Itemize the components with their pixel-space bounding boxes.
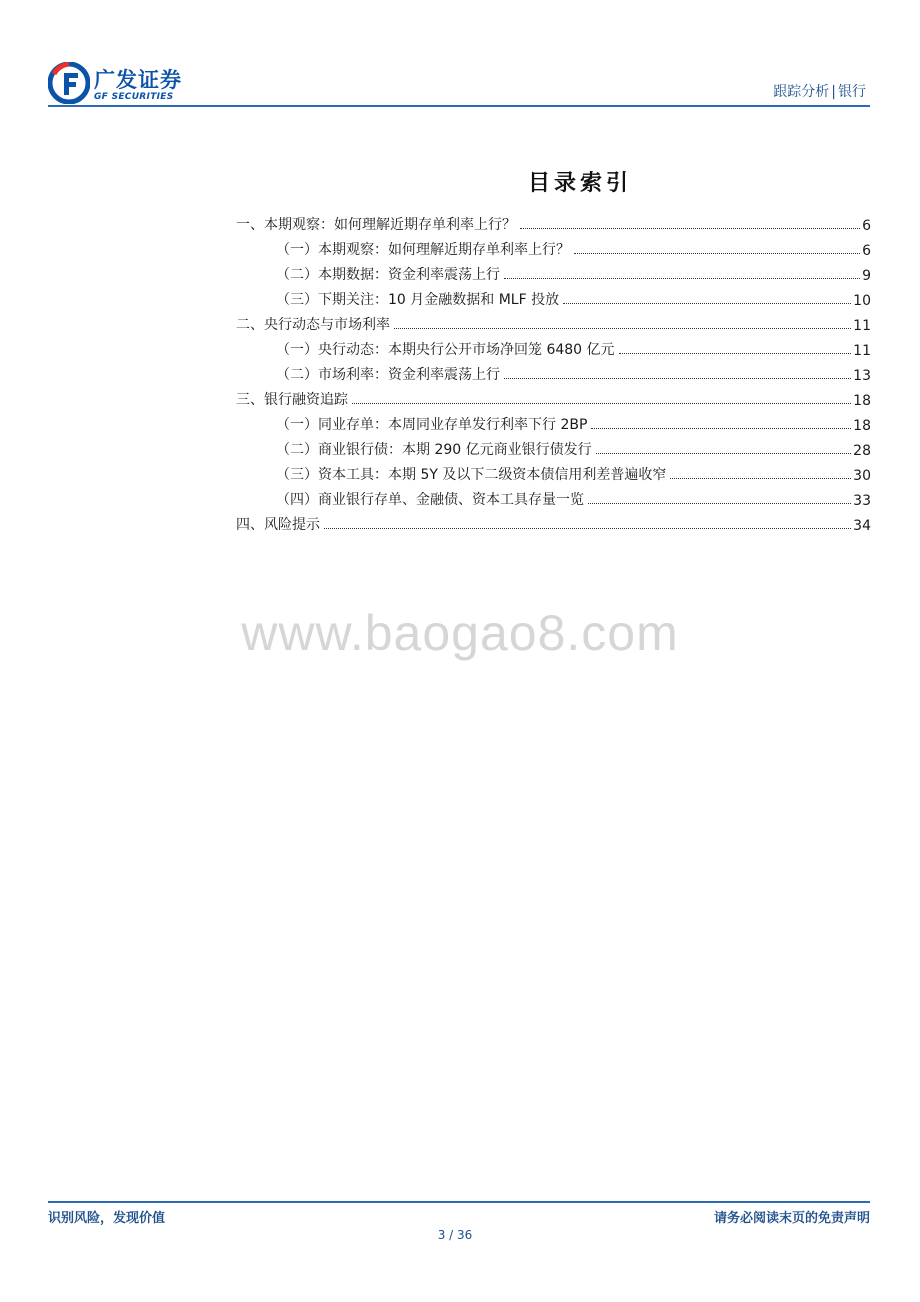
footer-slogan: 识别风险，发现价值: [48, 1211, 166, 1226]
toc-entry-label: （一）本期观察：如何理解近期存单利率上行？: [276, 242, 570, 258]
toc-entry-label: （二）市场利率：资金利率震荡上行: [276, 367, 500, 383]
footer-disclaimer-note: 请务必阅读末页的免责声明: [713, 1211, 870, 1226]
toc-entry-page: 10: [853, 293, 871, 309]
report-category: [773, 81, 866, 101]
toc-entry-label: 二、央行动态与市场利率: [236, 317, 390, 333]
toc-entry-page: 6: [862, 243, 871, 259]
toc-leader-dots: [563, 303, 851, 304]
toc-entry-page: 28: [853, 443, 871, 459]
toc-entry-page: 11: [853, 318, 871, 334]
toc-entry[interactable]: [236, 409, 871, 434]
page-number: 3 / 36: [437, 1228, 473, 1242]
toc-entry[interactable]: [236, 309, 871, 334]
logo-english-text: GF SECURITIES: [94, 92, 174, 102]
toc-entry-page: 18: [853, 418, 871, 434]
toc-entry-label: 四、风险提示: [236, 517, 320, 533]
report-type: 跟踪分析: [773, 84, 830, 100]
toc-entry-label: 三、银行融资追踪: [236, 392, 348, 408]
toc-leader-dots: [588, 503, 851, 504]
toc-entry-page: 9: [862, 268, 871, 284]
toc-leader-dots: [670, 478, 851, 479]
toc-entry[interactable]: [236, 284, 871, 309]
table-of-contents: [236, 209, 871, 534]
toc-entry-label: （三）资本工具：本期 5Y 及以下二级资本债信用利差普遍收窄: [276, 467, 667, 483]
toc-entry-page: 33: [853, 493, 871, 509]
gf-logo-icon: [48, 62, 90, 104]
toc-entry[interactable]: [236, 459, 871, 484]
toc-leader-dots: [352, 403, 851, 404]
toc-entry-page: 34: [853, 518, 871, 534]
toc-leader-dots: [574, 253, 860, 254]
toc-leader-dots: [504, 378, 851, 379]
toc-entry[interactable]: [236, 359, 871, 384]
toc-entry-label: 一、本期观察：如何理解近期存单利率上行？: [236, 217, 516, 233]
toc-leader-dots: [591, 428, 851, 429]
toc-entry[interactable]: [236, 259, 871, 284]
toc-entry-label: （二）本期数据：资金利率震荡上行: [276, 267, 500, 283]
toc-entry[interactable]: [236, 509, 871, 534]
toc-entry[interactable]: [236, 334, 871, 359]
toc-entry-page: 13: [853, 368, 871, 384]
toc-entry-page: 18: [853, 393, 871, 409]
watermark: www.baogao8.com: [241, 605, 679, 661]
toc-entry[interactable]: [236, 434, 871, 459]
toc-leader-dots: [520, 228, 860, 229]
toc-entry-label: （四）商业银行存单、金融债、资本工具存量一览: [276, 492, 584, 508]
toc-leader-dots: [324, 528, 851, 529]
toc-entry-label: （一）央行动态：本期央行公开市场净回笼 6480 亿元: [276, 342, 615, 358]
toc-entry[interactable]: [236, 384, 871, 409]
logo-chinese-text: 广发证券: [94, 68, 182, 92]
page-header: [48, 60, 870, 108]
footer-divider: [48, 1201, 870, 1203]
toc-leader-dots: [394, 328, 851, 329]
toc-entry-label: （一）同业存单：本周同业存单发行利率下行 2BP: [276, 417, 588, 433]
toc-entry-label: （三）下期关注：10 月金融数据和 MLF 投放: [276, 292, 560, 308]
gf-securities-logo: [48, 62, 198, 106]
toc-entry[interactable]: [236, 234, 871, 259]
toc-entry-label: （二）商业银行债：本期 290 亿元商业银行债发行: [276, 442, 592, 458]
toc-entry-page: 6: [862, 218, 871, 234]
toc-leader-dots: [504, 278, 860, 279]
toc-title: 目录索引: [527, 171, 632, 196]
toc-leader-dots: [596, 453, 852, 454]
header-divider: [48, 105, 870, 107]
toc-entry-page: 30: [853, 468, 871, 484]
toc-entry[interactable]: [236, 484, 871, 509]
header-separator: |: [831, 84, 836, 100]
toc-entry[interactable]: [236, 209, 871, 234]
toc-leader-dots: [619, 353, 852, 354]
report-industry: 银行: [838, 84, 866, 100]
toc-entry-page: 11: [853, 343, 871, 359]
